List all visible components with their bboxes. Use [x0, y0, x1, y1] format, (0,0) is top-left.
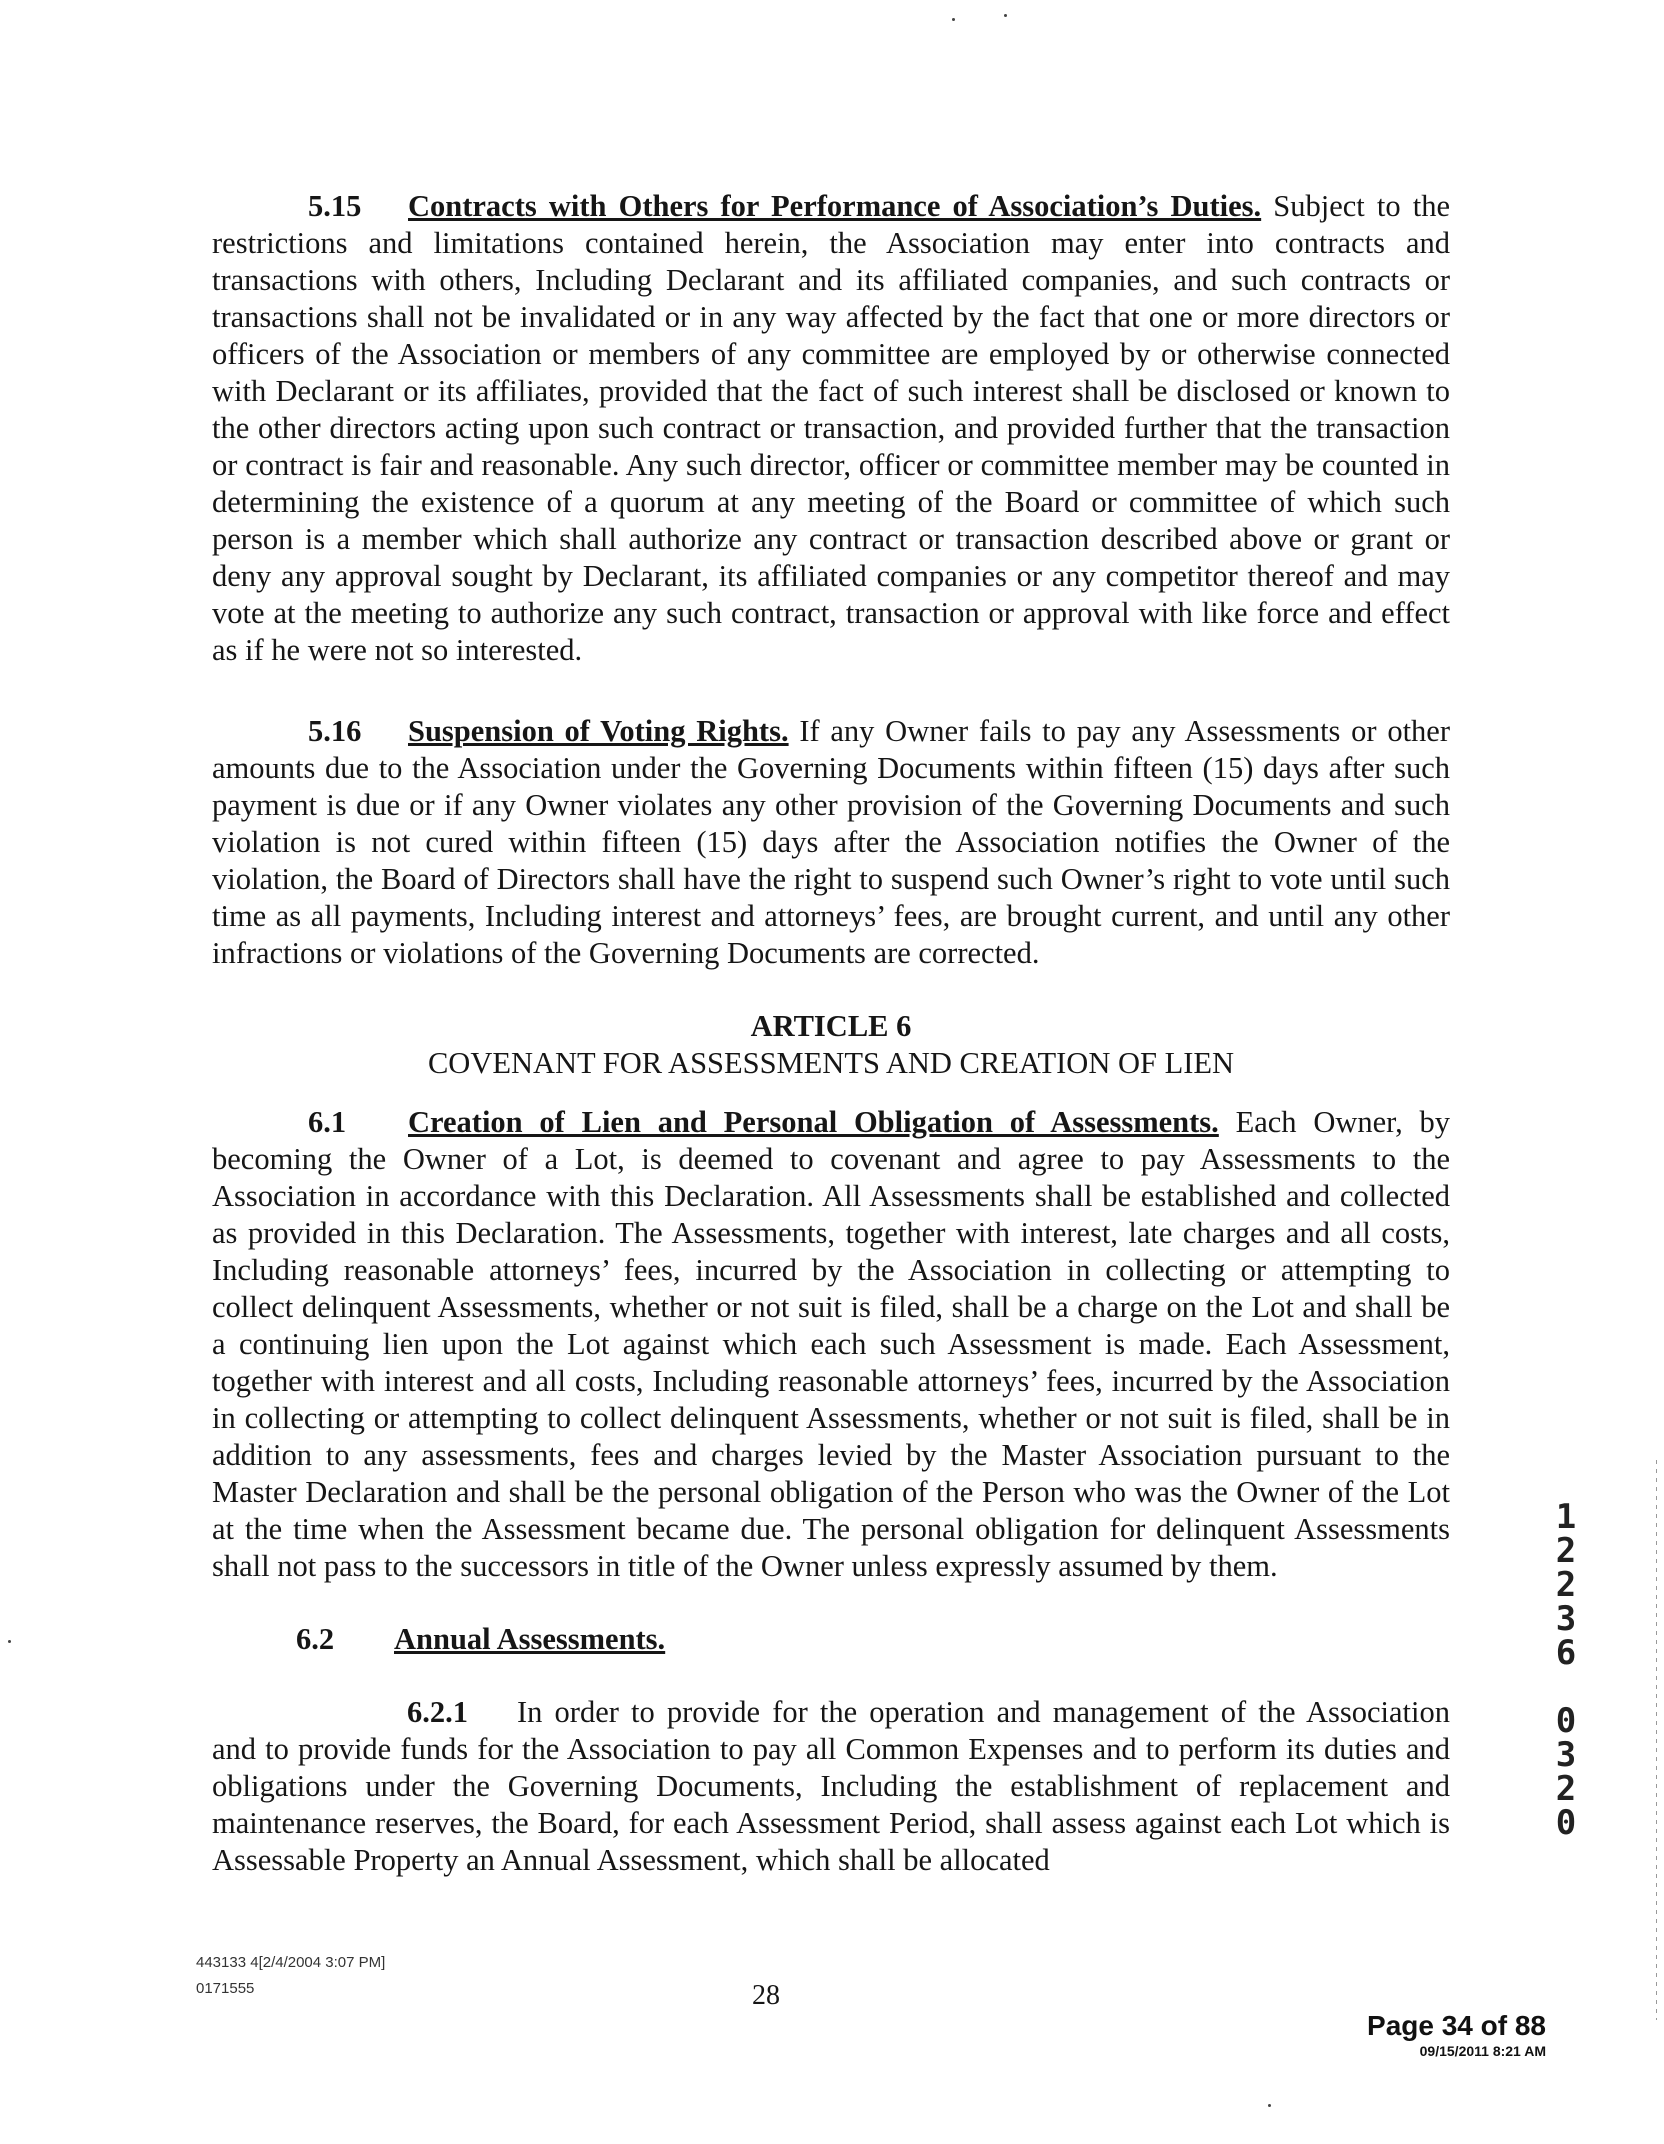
section-5-15: [212, 188, 1450, 669]
scan-speck: [952, 18, 955, 21]
page-number: 28: [752, 1980, 780, 2011]
spacer: [212, 669, 1450, 713]
scan-speck: [8, 1640, 11, 1643]
code-digit: 2: [1555, 1565, 1577, 1605]
code-digit: 0: [1555, 1803, 1577, 1843]
code-digit: 3: [1555, 1599, 1577, 1639]
document-body: [212, 188, 1450, 1879]
section-6-2-1: [212, 1694, 1450, 1879]
code-digit: 2: [1555, 1531, 1577, 1571]
scan-speck: [1004, 14, 1007, 17]
article-title: COVENANT FOR ASSESSMENTS AND CREATION OF LIEN: [427, 1046, 1235, 1080]
spacer: [212, 1082, 1450, 1104]
spacer: [212, 1658, 1450, 1694]
section-number: 6.2: [296, 1622, 335, 1656]
stamp-datetime: 09/15/2011 8:21 AM: [1419, 2043, 1546, 2059]
section-heading: Suspension of Voting Rights.: [408, 714, 789, 748]
section-heading: Creation of Lien and Personal Obligation of Assessments.: [408, 1105, 1219, 1139]
code-digit: 2: [1555, 1769, 1577, 1809]
spacer: [212, 972, 1450, 1008]
section-number: 5.16: [308, 714, 362, 748]
section-heading: Contracts with Others for Performance of Association’s Duties.: [408, 189, 1262, 223]
doc-code-line: 0171555: [196, 1980, 255, 1997]
article-heading: [212, 1008, 1450, 1082]
section-5-16: [212, 713, 1450, 972]
code-digit: 3: [1555, 1735, 1577, 1775]
page-of-label: Page 34 of 88: [1367, 2010, 1546, 2041]
scan-edge-artifact: [1656, 1460, 1657, 2020]
code-gap: [1551, 1670, 1581, 1704]
section-text: If any Owner fails to pay any Assessments or other amounts due to the Association under the Governing Documents within fifteen (15) days after such payment is due or if any Owner violates any other provision of the Governing Documents and such violation is not cured within fifteen (15) days after the Association notifies the Owner of the violation, the Board of Directors shall have the right to suspend such Owner’s right to vote until such time as all payments, Including interest and attorneys’ fees, are brought current, and until any other infractions or violations of the Governing Documents are corrected.: [212, 714, 1450, 970]
code-digit: 6: [1555, 1633, 1577, 1673]
section-6-1: [212, 1104, 1450, 1585]
spacer: [212, 1585, 1450, 1621]
section-number: 5.15: [308, 189, 362, 223]
code-digit: 1: [1555, 1497, 1577, 1537]
section-heading: Annual Assessments.: [394, 1622, 666, 1656]
section-6-2: [212, 1621, 1450, 1658]
section-number: 6.1: [308, 1105, 347, 1139]
document-reference: [196, 1950, 385, 2002]
doc-ref-line: 443133 4[2/4/2004 3:07 PM]: [196, 1954, 386, 1971]
recording-number-vertical: [1551, 1497, 1581, 1843]
section-text: In order to provide for the operation and management of the Association and to provide funds for the Association to pay all Common Expenses and to perform its duties and obligations under the Governing Documents, Including the establishment of replacement and maintenance reserves, the Board, for each Assessment Period, shall assess against each Lot which is Assessable Property an Annual Assessment, which shall be allocated: [212, 1695, 1450, 1877]
section-text: Each Owner, by becoming the Owner of a Lot, is deemed to covenant and agree to pay Assessments to the Association in accordance with this Declaration. All Assessments shall be established and collected as provided in this Declaration. The Assessments, together with interest, late charges and all costs, Including reasonable attorneys’ fees, incurred by the Association in collecting or attempting to collect delinquent Assessments, whether or not suit is filed, shall be a charge on the Lot and shall be a continuing lien upon the Lot against which each such Assessment is made. Each Assessment, together with interest and all costs, Including reasonable attorneys’ fees, incurred by the Association in collecting or attempting to collect delinquent Assessments, whether or not suit is filed, shall be in addition to any assessments, fees and charges levied by the Master Association pursuant to the Master Declaration and shall be the personal obligation of the Person who was the Owner of the Lot at the time when the Assessment became due. The personal obligation for delinquent Assessments shall not pass to the successors in title of the Owner unless expressly assumed by them.: [212, 1105, 1451, 1583]
recording-stamp: [1367, 2010, 1546, 2060]
code-digit: 0: [1555, 1701, 1577, 1741]
section-text: Subject to the restrictions and limitations contained herein, the Association may enter into contracts and transactions with others, Including Declarant and its affiliated companies, and such contracts or transactions shall not be invalidated or in any way affected by the fact that one or more directors or officers of the Association or members of any committee are employed by or otherwise connected with Declarant or its affiliates, provided that the fact of such interest shall be disclosed or known to the other directors acting upon such contract or transaction, and provided further that the transaction or contract is fair and reasonable. Any such director, officer or committee member may be counted in determining the existence of a quorum at any meeting of the Board or committee of which such person is a member which shall authorize any contract or transaction described above or grant or deny any approval sought by Declarant, its affiliated companies or any competitor thereof and may vote at the meeting to authorize any such contract, transaction or approval with like force and effect as if he were not so interested.: [212, 189, 1450, 667]
article-number: ARTICLE 6: [750, 1009, 912, 1043]
subsection-number: 6.2.1: [407, 1695, 468, 1729]
scan-speck: [1268, 2104, 1271, 2107]
